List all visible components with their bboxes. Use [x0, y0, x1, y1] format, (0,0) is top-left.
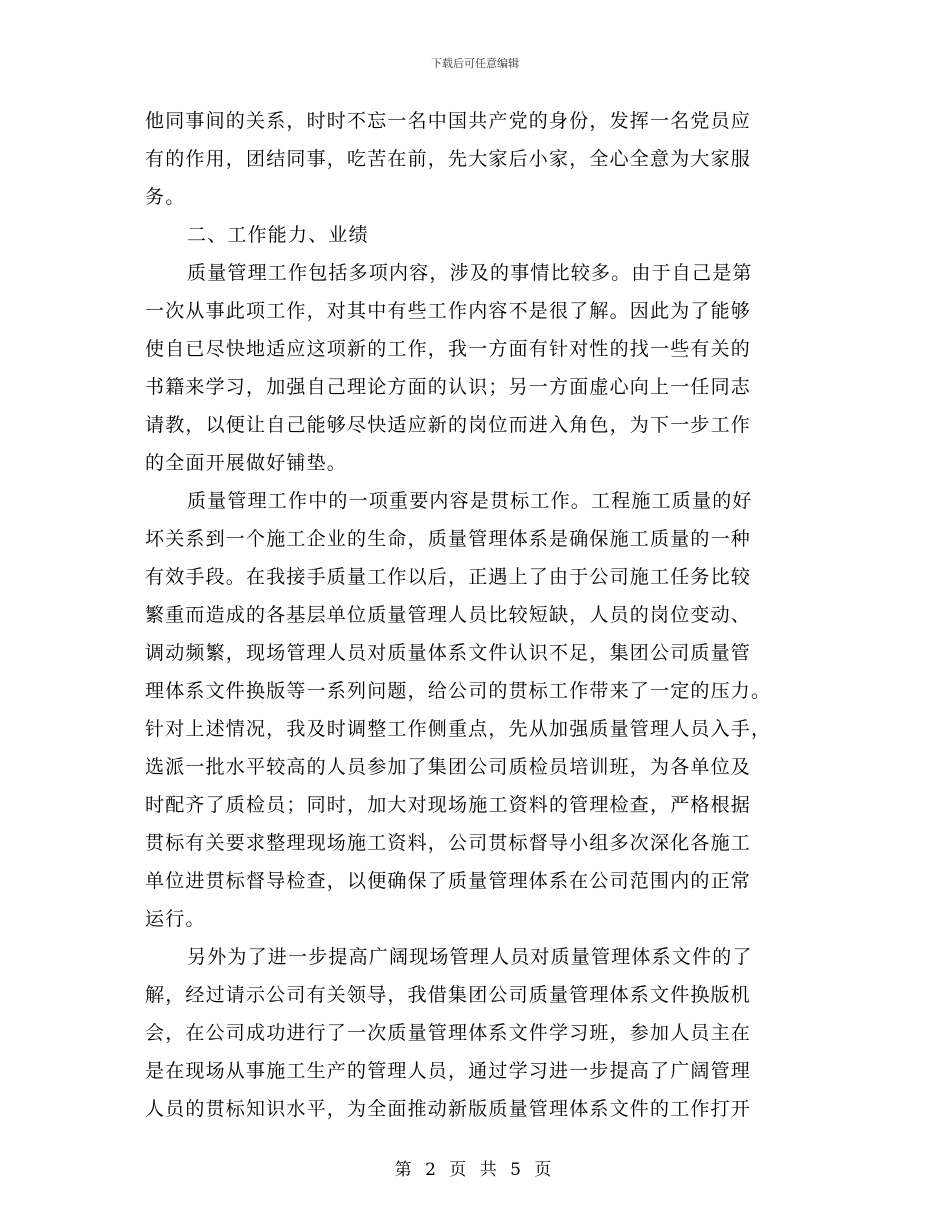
- text-line: 坏关系到一个施工企业的生命，质量管理体系是确保施工质量的一种: [145, 528, 752, 550]
- text-line: 调动频繁，现场管理人员对质量体系文件认识不足，集团公司质量管: [145, 642, 752, 664]
- text-line: 选派一批水平较高的人员参加了集团公司质检员培训班，为各单位及: [145, 756, 752, 778]
- text-line: 针对上述情况，我及时调整工作侧重点，先从加强质量管理人员入手，: [145, 718, 772, 740]
- text-line: 贯标有关要求整理现场施工资料，公司贯标督导小组多次深化各施工: [145, 832, 752, 854]
- text-line: 的全面开展做好铺垫。: [145, 452, 348, 474]
- text-line: 单位进贯标督导检查，以便确保了质量管理体系在公司范围内的正常: [145, 870, 752, 892]
- text-line: 理体系文件换版等一系列问题，给公司的贯标工作带来了一定的压力。: [145, 680, 772, 702]
- page-header: 下载后可任意编辑: [431, 57, 519, 70]
- text-line: 人员的贯标知识水平，为全面推动新版质量管理体系文件的工作打开: [145, 1098, 752, 1120]
- section-heading: 二、工作能力、业绩: [187, 224, 369, 246]
- text-line: 请教，以便让自己能够尽快适应新的岗位而进入角色，为下一步工作: [145, 414, 752, 436]
- text-line: 有效手段。在我接手质量工作以后，正遇上了由于公司施工任务比较: [145, 566, 752, 588]
- page-number: 第 2 页 共 5 页: [394, 1160, 556, 1180]
- text-line: 有的作用，团结同事，吃苦在前，先大家后小家，全心全意为大家服: [145, 148, 752, 170]
- text-line: 繁重而造成的各基层单位质量管理人员比较短缺，人员的岗位变动、: [145, 604, 752, 626]
- text-line: 会，在公司成功进行了一次质量管理体系文件学习班，参加人员主在: [145, 1022, 752, 1044]
- text-line: 另外为了进一步提高广阔现场管理人员对质量管理体系文件的了: [187, 946, 753, 968]
- text-line: 运行。: [145, 908, 206, 930]
- text-line: 使自已尽快地适应这项新的工作，我一方面有针对性的找一些有关的: [145, 338, 752, 360]
- text-line: 是在现场从事施工生产的管理人员，通过学习进一步提高了广阔管理: [145, 1060, 752, 1082]
- text-line: 他同事间的关系，时时不忘一名中国共产党的身份，发挥一名党员应: [145, 110, 752, 132]
- text-line: 解，经过请示公司有关领导，我借集团公司质量管理体系文件换版机: [145, 984, 752, 1006]
- text-line: 书籍来学习，加强自己理论方面的认识；另一方面虚心向上一任同志: [145, 376, 752, 398]
- text-line: 时配齐了质检员；同时，加大对现场施工资料的管理检查，严格根据: [145, 794, 752, 816]
- text-line: 质量管理工作中的一项重要内容是贯标工作。工程施工质量的好: [187, 490, 753, 512]
- text-line: 务。: [145, 186, 186, 208]
- text-line: 质量管理工作包括多项内容，涉及的事情比较多。由于自己是第: [187, 262, 753, 284]
- text-line: 一次从事此项工作，对其中有些工作内容不是很了解。因此为了能够: [145, 300, 752, 322]
- document-body: [145, 102, 801, 1128]
